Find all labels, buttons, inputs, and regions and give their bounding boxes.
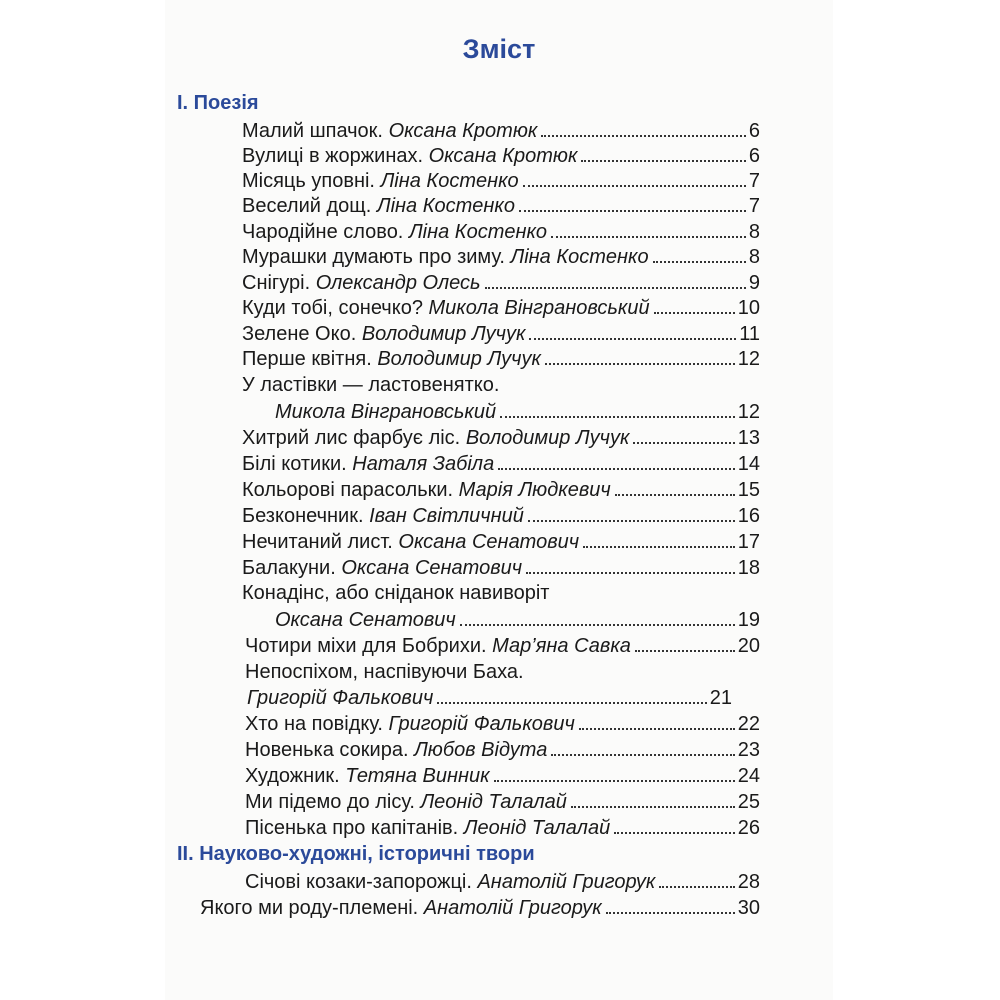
toc-entry[interactable]: Художник. Тетяна Винник 24 xyxy=(245,765,760,787)
toc-entry-title-line[interactable]: Непоспіхом, наспівуючи Баха. xyxy=(245,661,524,683)
toc-entry[interactable]: Перше квітня. Володимир Лучук 12 xyxy=(242,348,760,370)
page-number: 12 xyxy=(737,401,760,423)
toc-entry[interactable]: Чотири міхи для Бобрихи. Мар’яна Савка 20 xyxy=(245,635,760,657)
toc-entry[interactable]: Микола Вінграновський 12 xyxy=(275,401,760,423)
toc-entry[interactable]: Безконечник. Іван Світличний 16 xyxy=(242,505,760,527)
section-heading-nonfiction: II. Науково-художні, історичні твори xyxy=(177,843,535,865)
page-number: 26 xyxy=(737,817,760,839)
page-number: 16 xyxy=(737,505,760,527)
toc-entry[interactable]: Веселий дощ. Ліна Костенко 7 xyxy=(242,195,760,217)
toc-entry[interactable]: Хто на повідку. Григорій Фалькович 22 xyxy=(245,713,760,735)
page-number: 17 xyxy=(737,531,760,553)
toc-entry[interactable]: Григорій Фалькович 21 xyxy=(247,687,732,709)
page-number: 9 xyxy=(748,272,760,294)
page-number: 6 xyxy=(748,120,760,142)
page-number: 6 xyxy=(748,145,760,167)
page-number: 10 xyxy=(737,297,760,319)
toc-entry-title-line[interactable]: У ластівки — ластовенятко. xyxy=(242,374,500,396)
toc-entry[interactable]: Білі котики. Наталя Забіла 14 xyxy=(242,453,760,475)
page-number: 19 xyxy=(737,609,760,631)
page-number: 21 xyxy=(709,687,732,709)
toc-entry-title-line[interactable]: Конадінс, або сніданок навиворіт xyxy=(242,582,550,604)
toc-entry[interactable]: Вулиці в жоржинах. Оксана Кротюк 6 xyxy=(242,145,760,167)
toc-entry[interactable]: Куди тобі, сонечко? Микола Вінграновський 10 xyxy=(242,297,760,319)
toc-entry[interactable]: Нечитаний лист. Оксана Сенатович 17 xyxy=(242,531,760,553)
page-number: 25 xyxy=(737,791,760,813)
page-number: 13 xyxy=(737,427,760,449)
page-number: 18 xyxy=(737,557,760,579)
page-number: 28 xyxy=(737,871,760,893)
toc-entry[interactable]: Якого ми роду-племені. Анатолій Григорук 30 xyxy=(200,897,760,919)
page-number: 8 xyxy=(748,221,760,243)
toc-entry[interactable]: Місяць уповні. Ліна Костенко 7 xyxy=(242,170,760,192)
toc-entry[interactable]: Січові козаки-запорожці. Анатолій Григорук 28 xyxy=(245,871,760,893)
page-number: 7 xyxy=(748,170,760,192)
page-number: 20 xyxy=(737,635,760,657)
toc-entry[interactable]: Ми підемо до лісу. Леонід Талалай 25 xyxy=(245,791,760,813)
book-page xyxy=(165,0,833,1000)
toc-entry[interactable]: Зелене Око. Володимир Лучук 11 xyxy=(242,323,760,345)
toc-entry[interactable]: Чародійне слово. Ліна Костенко 8 xyxy=(242,221,760,243)
toc-entry[interactable]: Пісенька про капітанів. Леонід Талалай 26 xyxy=(245,817,760,839)
page-number: 30 xyxy=(737,897,760,919)
toc-entry[interactable]: Кольорові парасольки. Марія Людкевич 15 xyxy=(242,479,760,501)
page-number: 12 xyxy=(737,348,760,370)
page-number: 24 xyxy=(737,765,760,787)
toc-entry[interactable]: Малий шпачок. Оксана Кротюк 6 xyxy=(242,120,760,142)
page-title: Зміст xyxy=(462,34,536,64)
toc-entry[interactable]: Мурашки думають про зиму. Ліна Костенко 8 xyxy=(242,246,760,268)
page-number: 11 xyxy=(739,323,760,345)
page-number: 14 xyxy=(737,453,760,475)
toc-entry[interactable]: Хитрий лис фарбує ліс. Володимир Лучук 13 xyxy=(242,427,760,449)
toc-entry[interactable]: Снігурі. Олександр Олесь 9 xyxy=(242,272,760,294)
section-heading-poetry: I. Поезія xyxy=(177,92,259,114)
page-number: 22 xyxy=(737,713,760,735)
toc-entry[interactable]: Балакуни. Оксана Сенатович 18 xyxy=(242,557,760,579)
page-number: 23 xyxy=(737,739,760,761)
toc-entry[interactable]: Оксана Сенатович 19 xyxy=(275,609,760,631)
page-number: 8 xyxy=(748,246,760,268)
page-number: 15 xyxy=(737,479,760,501)
page-number: 7 xyxy=(748,195,760,217)
toc-entry[interactable]: Новенька сокира. Любов Відута 23 xyxy=(245,739,760,761)
